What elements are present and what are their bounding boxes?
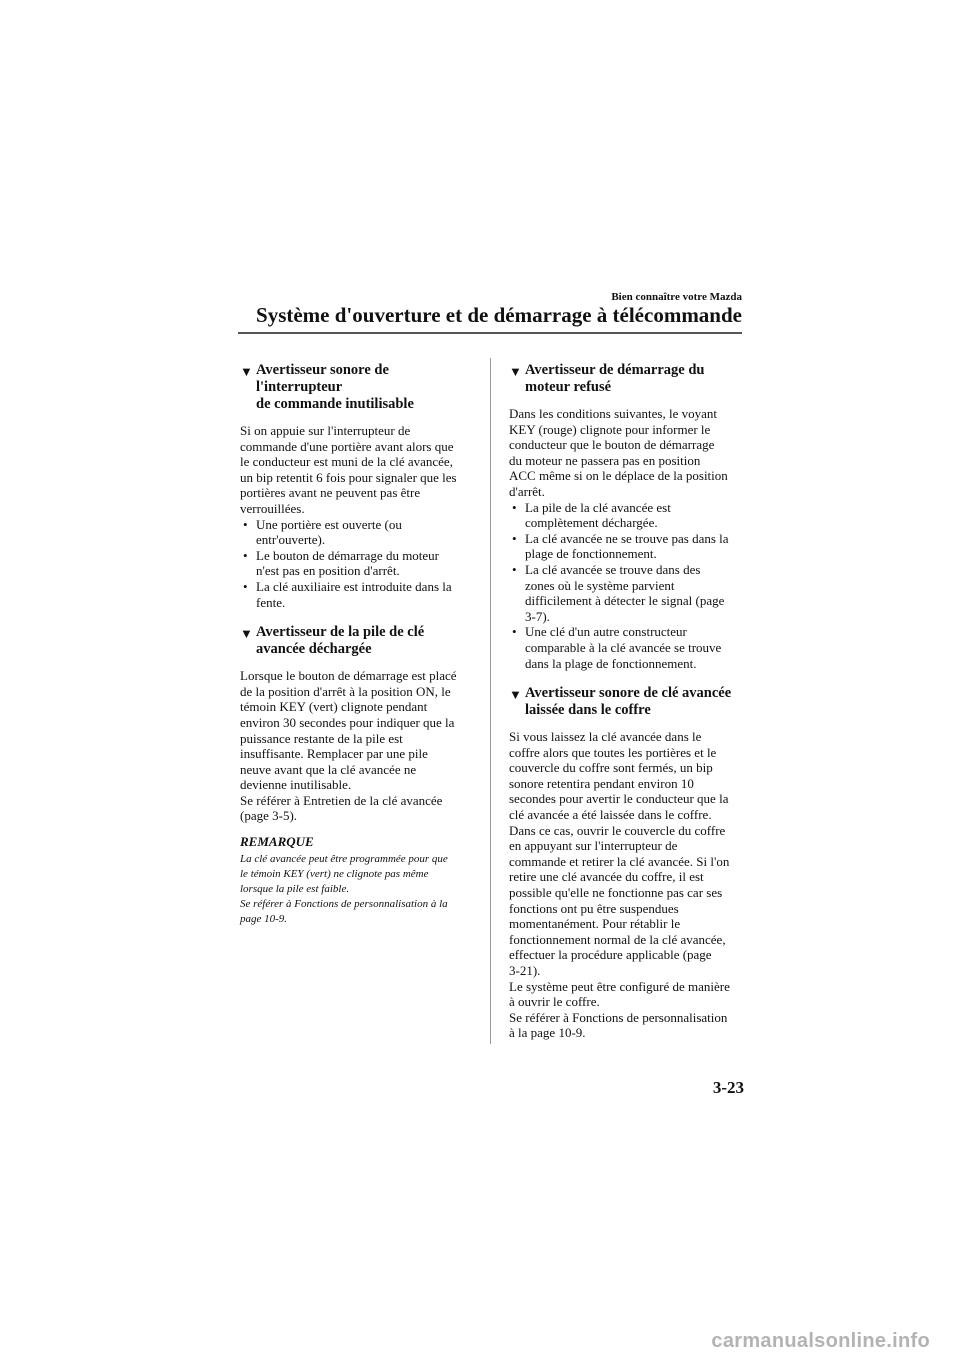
triangle-marker-icon: ▼: [509, 364, 522, 379]
text-line: commande d'une portière avant alors que: [240, 438, 454, 454]
text-line: retire une clé avancée du coffre, il est: [509, 869, 704, 885]
text-line: secondes pour avertir le conducteur que la: [509, 791, 729, 807]
text-line: n'est pas en position d'arrêt.: [256, 563, 400, 579]
text-line: La clé avancée peut être programmée pour que: [240, 853, 448, 866]
header-rule: [238, 332, 742, 334]
text-line: le conducteur est muni de la clé avancée,: [240, 454, 453, 470]
text-line: Le système peut être configuré de manière: [509, 978, 730, 994]
text-line: Si vous laissez la clé avancée dans le: [509, 729, 702, 745]
text-line: fente.: [256, 594, 286, 610]
bullet-icon: •: [512, 530, 517, 546]
text-line: La clé auxiliaire est introduite dans la: [256, 578, 452, 594]
text-line: environ 30 secondes pour indiquer que la: [240, 714, 455, 730]
text-line: couvercle du coffre sont fermés, un bip: [509, 760, 713, 776]
heading-line: laissée dans le coffre: [525, 702, 651, 719]
text-line: Se référer à Fonctions de personnalisation à la: [240, 898, 448, 911]
text-line: sonore retentira pendant environ 10: [509, 775, 694, 791]
text-line: momentanément. Pour rétablir le: [509, 916, 681, 932]
text-line: à ouvrir le coffre.: [509, 994, 600, 1010]
text-line: La pile de la clé avancée est: [525, 499, 671, 515]
page-number: 3-23: [712, 1078, 744, 1097]
triangle-marker-icon: ▼: [240, 364, 253, 379]
list-item: [509, 531, 745, 562]
list-item: [240, 579, 476, 610]
bullet-icon: •: [243, 516, 248, 532]
left-column: [240, 362, 476, 927]
heading-unusable-switch: [240, 362, 476, 413]
heading-key-left-in-trunk: [509, 685, 745, 719]
heading-line: Avertisseur sonore de l'interrupteur: [256, 362, 389, 395]
column-divider: [490, 358, 491, 1044]
text-line: puissance restante de la pile est: [240, 730, 403, 746]
note-text: [240, 852, 476, 927]
text-line: du moteur ne passera pas en position: [509, 452, 701, 468]
text-line: 3-7).: [525, 608, 550, 624]
note-title: REMARQUE: [240, 834, 314, 850]
text-line: neuve avant que la clé avancée ne: [240, 761, 417, 777]
text-line: KEY (rouge) clignote pour informer le: [509, 421, 711, 437]
heading-line: Avertisseur de démarrage du: [525, 362, 705, 378]
bullet-icon: •: [243, 547, 248, 563]
text-line: La clé avancée ne se trouve pas dans la: [525, 530, 729, 546]
text-line: possible qu'elle ne fonctionne pas car ses: [509, 885, 723, 901]
text-line: conducteur que le bouton de démarrage: [509, 437, 715, 453]
heading-line: Avertisseur sonore de clé avancée: [525, 685, 732, 702]
text-line: 3-21).: [509, 963, 541, 978]
heading-start-refused: [509, 362, 745, 396]
list-item: [509, 500, 745, 531]
list-item: [509, 562, 745, 624]
text-line: fonctionnement normal de la clé avancée,: [509, 931, 726, 947]
text-line: difficilement à détecter le signal (page: [525, 593, 725, 609]
bullet-list: [240, 517, 476, 611]
text-line: entr'ouverte).: [256, 532, 326, 548]
text-line: lorsque la pile est faible.: [240, 883, 350, 896]
heading-line: Avertisseur de la pile de clé: [256, 624, 425, 641]
paragraph: [509, 406, 745, 500]
text-line: de la position d'arrêt à la position ON, le: [240, 683, 451, 699]
text-line: Une portière est ouverte (ou: [256, 516, 402, 532]
text-line: d'arrêt.: [509, 483, 545, 499]
bullet-icon: •: [512, 561, 517, 577]
watermark-link[interactable]: carmanualsonline.info: [711, 1330, 930, 1352]
text-line: Dans ce cas, ouvrir le couvercle du coffre: [509, 822, 726, 838]
paragraph: [509, 729, 745, 1041]
text-line: fonctions ont pu être suspendues: [509, 900, 679, 916]
text-line: verrouillées.: [240, 500, 305, 516]
text-line: Dans les conditions suivantes, le voyant: [509, 406, 717, 421]
bullet-icon: •: [243, 578, 248, 594]
section-title: Système d'ouverture et de démarrage à télécommande: [256, 303, 742, 327]
text-line: un bip retentit 6 fois pour signaler que les: [240, 469, 457, 485]
paragraph: [240, 668, 476, 824]
text-line: en appuyant sur l'interrupteur de: [509, 838, 678, 854]
chapter-title: Bien connaître votre Mazda: [611, 291, 742, 303]
text-line: effectuer la procédure applicable (page: [509, 947, 712, 963]
text-line: complètement déchargée.: [525, 515, 658, 531]
text-line: comparable à la clé avancée se trouve: [525, 639, 722, 655]
text-line: insuffisante. Remplacer par une pile: [240, 746, 428, 762]
heading-line: moteur refusé: [525, 379, 612, 395]
text-line: plage de fonctionnement.: [525, 546, 657, 562]
text-line: Si on appuie sur l'interrupteur de: [240, 423, 411, 438]
text-line: zones où le système parvient: [525, 577, 675, 593]
text-line: le témoin KEY (vert) ne clignote pas même: [240, 868, 429, 881]
right-column: [509, 362, 745, 1041]
text-line: clé avancée a été laissée dans le coffre.: [509, 807, 712, 823]
text-line: portières avant ne peuvent pas être: [240, 485, 421, 501]
text-line: dans la plage de fonctionnement.: [525, 655, 697, 671]
text-line: à la page 10-9.: [509, 1025, 586, 1041]
text-line: Se référer à Entretien de la clé avancée: [240, 792, 443, 808]
text-line: ACC même si on le déplace de la position: [509, 468, 728, 484]
list-item: [240, 517, 476, 548]
triangle-marker-icon: ▼: [509, 687, 522, 703]
text-line: témoin KEY (vert) clignote pendant: [240, 699, 428, 715]
bullet-icon: •: [512, 624, 517, 640]
list-item: [509, 624, 745, 671]
text-line: Lorsque le bouton de démarrage est placé: [240, 668, 457, 684]
heading-line: avancée déchargée: [256, 641, 372, 658]
triangle-marker-icon: ▼: [240, 626, 253, 642]
text-line: Se référer à Fonctions de personnalisation: [509, 1009, 728, 1025]
text-line: page 10-9.: [240, 913, 288, 926]
text-line: La clé avancée se trouve dans des: [525, 561, 701, 577]
text-line: (page 3-5).: [240, 808, 298, 824]
text-line: Le bouton de démarrage du moteur: [256, 547, 440, 563]
text-line: devienne inutilisable.: [240, 777, 352, 793]
paragraph: [240, 423, 476, 517]
list-item: [240, 548, 476, 579]
bullet-list: [509, 500, 745, 672]
text-line: commande et retirer la clé avancée. Si l'on: [509, 853, 730, 869]
heading-line: de commande inutilisable: [256, 396, 414, 412]
text-line: coffre alors que toutes les portières et le: [509, 744, 717, 760]
bullet-icon: •: [512, 499, 517, 515]
text-line: Une clé d'un autre constructeur: [525, 624, 687, 640]
heading-battery-warning: [240, 624, 476, 658]
